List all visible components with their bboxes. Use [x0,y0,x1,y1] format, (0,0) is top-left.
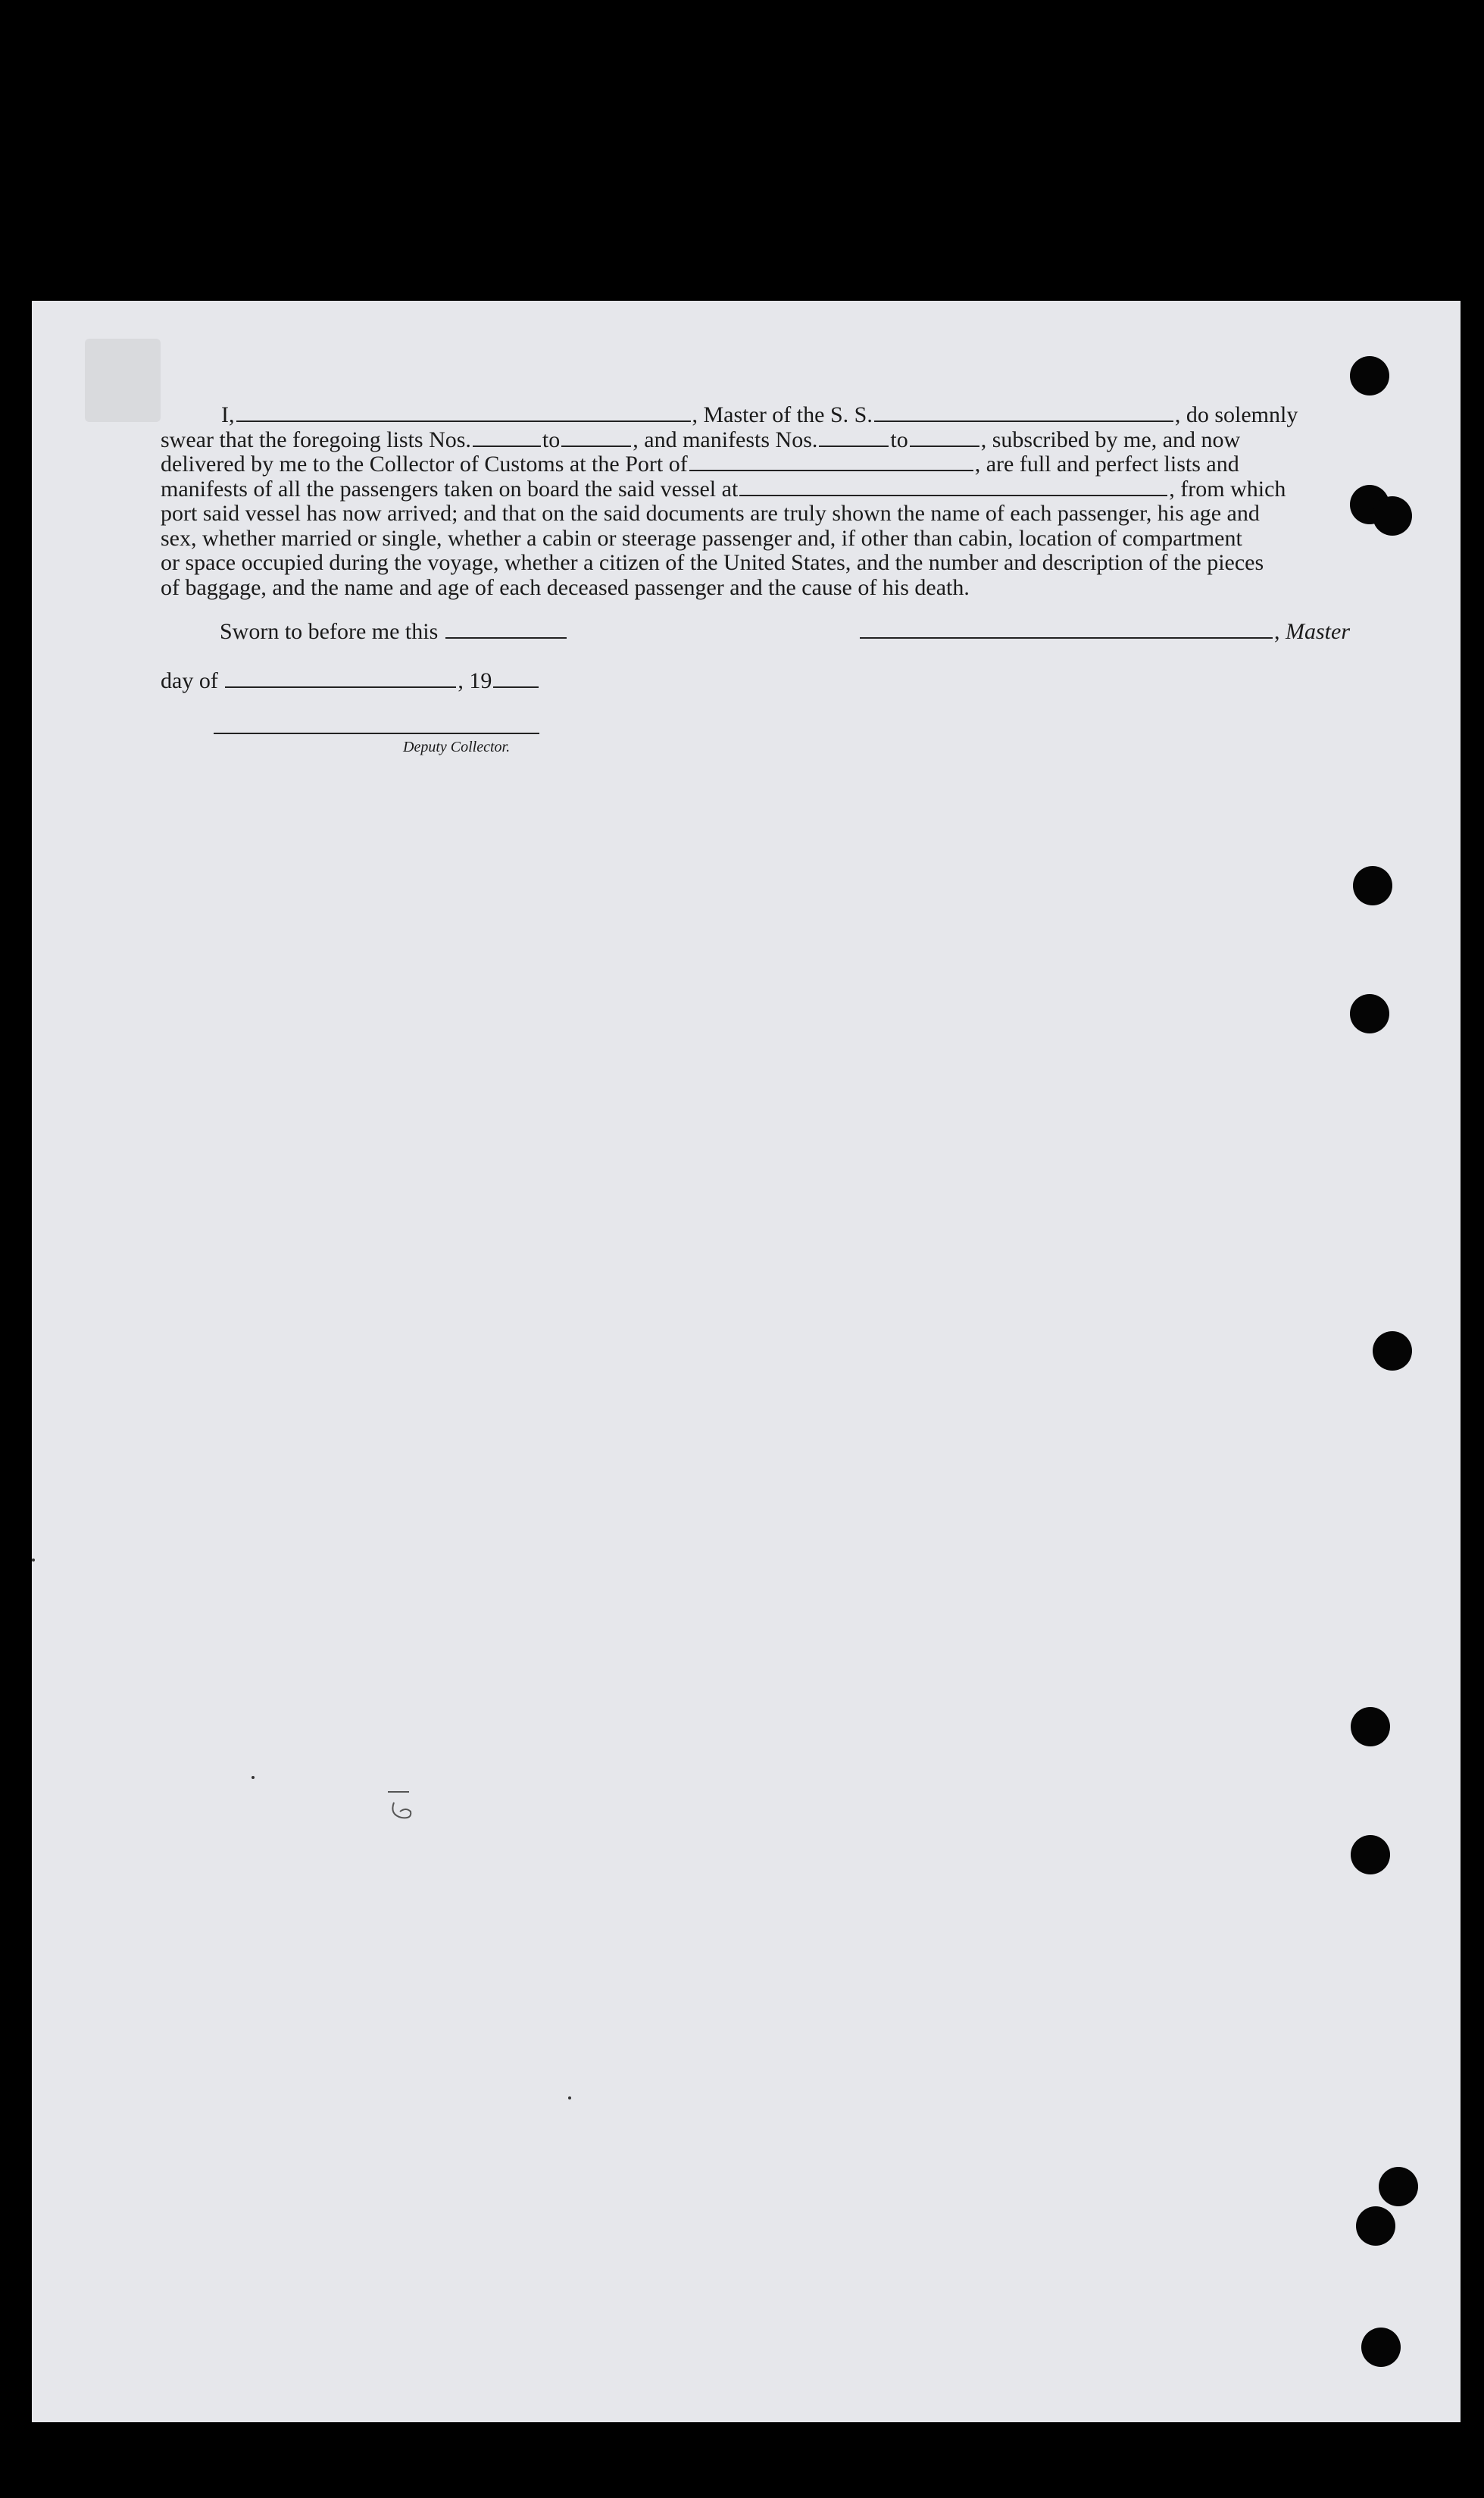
oath-text: to [542,427,561,452]
punch-hole [1379,2167,1418,2206]
sworn-date-blank[interactable] [445,636,567,639]
year-blank[interactable] [493,686,539,688]
document-page [32,301,1461,2422]
oath-text: sex, whether married or single, whether a cabin or steerage passenger and, if other than cabin, location of compartment [161,525,1242,551]
day-of-text: day of [161,668,218,693]
oath-text: port said vessel has now arrived; and that on the said documents are truly shown the name of each passenger, his age and [161,501,1260,526]
oath-line-4 [161,477,1350,502]
oath-text: , do solemnly [1174,402,1298,427]
oath-line-2 [161,428,1350,453]
year-prefix: , 19 [458,668,492,693]
master-name-blank[interactable] [236,420,691,422]
oath-text: of baggage, and the name and age of each deceased passenger and the cause of his death. [161,574,970,600]
speck [251,1776,255,1779]
deputy-signature-line[interactable] [214,733,539,734]
punch-hole [1353,866,1392,905]
oath-text: or space occupied during the voyage, whether a citizen of the United States, and the number and description of the pieces [161,550,1264,575]
speck [32,1559,35,1562]
sworn-statement [220,619,568,645]
punch-hole [1373,1331,1412,1371]
ship-name-blank[interactable] [874,420,1173,422]
punch-hole [1350,356,1389,395]
punch-hole [1351,1835,1390,1874]
manifest-to-blank[interactable] [910,445,979,447]
month-blank[interactable] [225,686,456,688]
departure-port-blank[interactable] [739,494,1167,496]
list-from-blank[interactable] [473,445,541,447]
oath-line-5 [161,502,1350,527]
pencil-mark [380,1786,426,1831]
list-to-blank[interactable] [561,445,631,447]
master-label: Master [1286,619,1350,644]
punch-hole [1351,1707,1390,1746]
oath-text: , are full and perfect lists and [974,452,1239,477]
oath-text: , and manifests Nos. [633,427,818,452]
punch-hole [1361,2328,1401,2367]
master-signature-blank[interactable] [860,636,1273,639]
oath-line-7 [161,551,1350,576]
punch-hole [1356,2206,1395,2246]
manifest-from-blank[interactable] [819,445,889,447]
stamp-smudge [85,339,161,422]
oath-paragraph [161,403,1350,600]
speck [568,2096,571,2099]
punch-hole [1350,994,1389,1033]
master-signature [858,619,1350,645]
oath-line-1 [161,403,1350,428]
oath-line-6 [161,527,1350,552]
oath-text: , from which [1169,476,1286,502]
oath-line-3 [161,452,1350,477]
oath-text: to [890,427,908,452]
port-blank[interactable] [689,469,973,471]
oath-text: , Master of the S. S. [692,402,873,427]
punch-hole [1373,496,1412,536]
oath-text: delivered by me to the Collector of Customs at the Port of [161,452,688,477]
oath-text: I, [221,402,235,427]
oath-line-8 [161,576,1350,601]
deputy-collector-label: Deputy Collector. [403,739,511,755]
sworn-text: Sworn to before me this [220,619,439,644]
oath-text: , subscribed by me, and now [980,427,1241,452]
oath-text: manifests of all the passengers taken on board the said vessel at [161,476,739,502]
master-separator: , [1274,619,1280,644]
day-row [161,668,540,694]
oath-text: swear that the foregoing lists Nos. [161,427,471,452]
